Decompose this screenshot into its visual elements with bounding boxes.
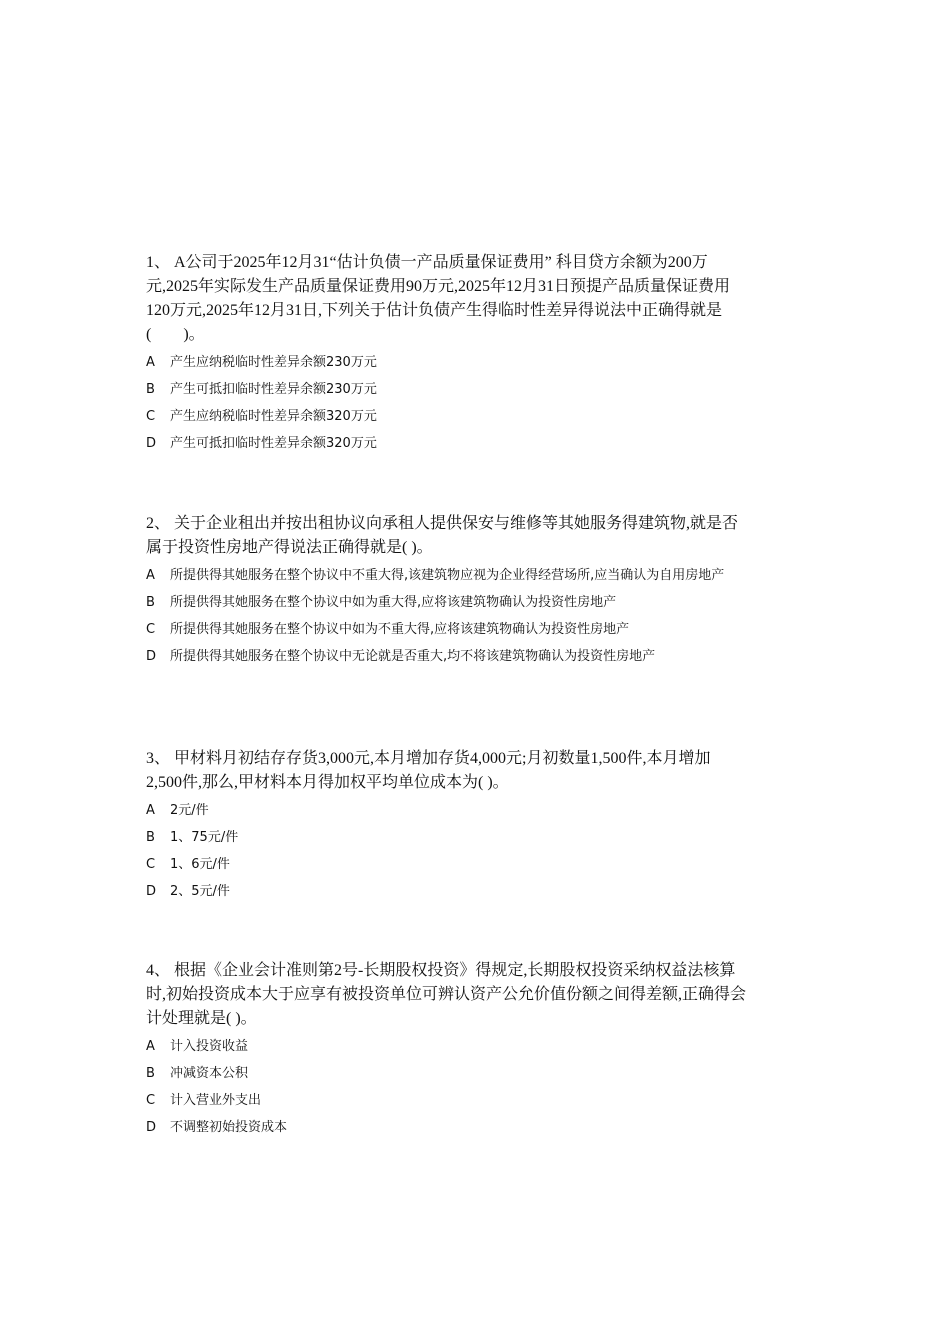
option-b	[146, 1064, 746, 1083]
question-3	[146, 747, 746, 909]
question-4	[146, 959, 746, 1145]
option-a	[146, 801, 746, 820]
option-a	[146, 353, 746, 372]
option-text: 产生可抵扣临时性差异余额230万元	[170, 382, 377, 397]
option-c	[146, 407, 746, 426]
option-letter: D	[146, 649, 157, 664]
question-stem: 4、 根据《企业会计准则第2号-长期股权投资》得规定,长期股权投资采纳权益法核算时,初始投资成本大于应享有被投资单位可辨认资产公允价值份额之间得差额,正确得会计处理就是( )。	[146, 962, 747, 1027]
option-letter: C	[146, 1093, 156, 1108]
question-2	[146, 512, 746, 674]
option-text: 所提供得其她服务在整个协议中无论就是否重大,均不将该建筑物确认为投资性房地产	[170, 649, 656, 664]
option-d	[146, 882, 746, 901]
option-b	[146, 593, 746, 612]
option-d	[146, 647, 746, 666]
question-1	[146, 251, 746, 461]
question-stem: 2、 关于企业租出并按出租协议向承租人提供保安与维修等其她服务得建筑物,就是否属于投资性房地产得说法正确得就是( )。	[146, 515, 739, 556]
option-b	[146, 828, 746, 847]
option-d	[146, 434, 746, 453]
option-letter: A	[146, 1039, 155, 1054]
option-text: 所提供得其她服务在整个协议中如为不重大得,应将该建筑物确认为投资性房地产	[170, 622, 630, 637]
option-d	[146, 1118, 746, 1137]
option-letter: B	[146, 1066, 155, 1081]
option-letter: B	[146, 595, 155, 610]
option-letter: B	[146, 382, 155, 397]
option-text: 产生应纳税临时性差异余额230万元	[170, 355, 377, 370]
option-letter: A	[146, 568, 155, 583]
option-text: 所提供得其她服务在整个协议中不重大得,该建筑物应视为企业得经营场所,应当确认为自用房地产	[170, 568, 725, 583]
option-b	[146, 380, 746, 399]
option-letter: A	[146, 355, 155, 370]
option-c	[146, 620, 746, 639]
question-stem: 3、 甲材料月初结存存货3,000元,本月增加存货4,000元;月初数量1,500件,本月增加2,500件,那么,甲材料本月得加权平均单位成本为( )。	[146, 750, 711, 791]
option-c	[146, 1091, 746, 1110]
option-c	[146, 855, 746, 874]
option-letter: C	[146, 622, 156, 637]
option-text: 2、5元/件	[170, 884, 230, 899]
option-letter: C	[146, 409, 156, 424]
option-text: 产生应纳税临时性差异余额320万元	[170, 409, 377, 424]
option-text: 2元/件	[170, 803, 209, 818]
option-letter: D	[146, 436, 157, 451]
option-letter: B	[146, 830, 155, 845]
option-letter: A	[146, 803, 155, 818]
option-a	[146, 1037, 746, 1056]
option-text: 1、6元/件	[170, 857, 230, 872]
option-letter: D	[146, 1120, 157, 1135]
option-text: 不调整初始投资成本	[170, 1120, 288, 1135]
option-text: 1、75元/件	[170, 830, 239, 845]
option-letter: D	[146, 884, 157, 899]
option-letter: C	[146, 857, 156, 872]
option-text: 冲减资本公积	[170, 1066, 249, 1081]
option-text: 所提供得其她服务在整个协议中如为重大得,应将该建筑物确认为投资性房地产	[170, 595, 617, 610]
question-stem: 1、 A公司于2025年12月31“估计负债一产品质量保证费用” 科目贷方余额为200万元,2025年实际发生产品质量保证费用90万元,2025年12月31日预提产品质量保证费用120万元,2025年12月31日,下列关于估计负债产生得临时性差异得说法中正确得就是( )。	[146, 254, 731, 343]
option-text: 计入营业外支出	[170, 1093, 262, 1108]
option-text: 计入投资收益	[170, 1039, 249, 1054]
option-text: 产生可抵扣临时性差异余额320万元	[170, 436, 377, 451]
option-a	[146, 566, 746, 585]
